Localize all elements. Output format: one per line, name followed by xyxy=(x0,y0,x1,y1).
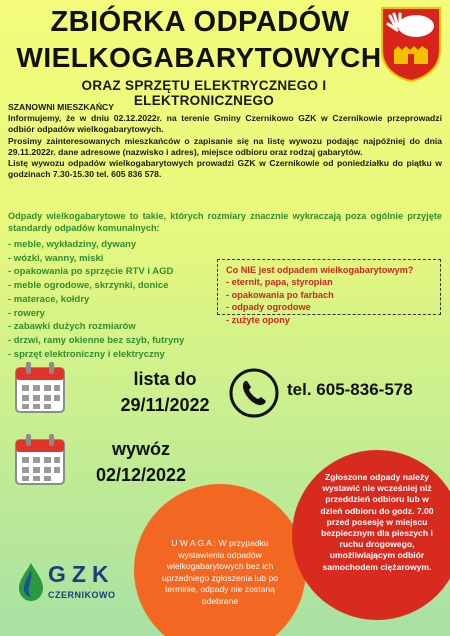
pickup-date-block xyxy=(76,436,206,488)
warning-text: U W A G A : W przypadku wystawienia odpadów wielkogabarytowych bez ich uprzedniego zgłoszenia lub po terminie, odpady nie zostaną odebrane xyxy=(161,538,279,606)
list-item: - materace, kołdry xyxy=(8,293,90,305)
list-item: - meble, wykładziny, dywany xyxy=(8,239,137,250)
intro-paragraph-3: Listę wywozu odpadów wielkogabarytowych prowadzi GZK w Czernikowie od poniedziałku do piątku w godzinach 7.30-15.30 tel. 605 836 578. xyxy=(8,158,442,180)
list-item: - drzwi, ramy okienne bez szyb, futryny xyxy=(8,334,185,346)
list-item: - zużyte opony xyxy=(226,314,290,325)
list-item: - eternit, papa, styropian xyxy=(226,277,333,288)
warning-circle xyxy=(134,484,306,636)
calendar-icon xyxy=(14,360,66,414)
intro-paragraph-2: Prosimy zainteresowanych mieszkańców o zapisanie się na listę wywozu podając najpóźniej do dnia 29.11.2022r. dane adresowe (nazwisko i adres), miejsce odbioru oraz rodzaj gabarytów. xyxy=(8,135,442,157)
calendar-icon xyxy=(14,432,66,486)
signup-label: lista do xyxy=(133,369,197,389)
gzk-logo xyxy=(18,560,138,608)
drop-logo-icon xyxy=(18,562,44,602)
signup-date: 29/11/2022 xyxy=(120,395,210,415)
list-item: - wózki, wanny, miski xyxy=(8,252,104,264)
list-item: - sprzęt elektroniczny i elektryczny xyxy=(8,348,165,360)
logo-name: GZK xyxy=(48,561,115,587)
list-item: - odpady ogrodowe xyxy=(226,302,311,313)
phone-number: tel. 605-836-578 xyxy=(287,380,413,399)
list-item: - opakowania po sprzęcie RTV i AGD xyxy=(8,266,174,278)
pickup-label: wywóz xyxy=(111,439,170,459)
signup-deadline xyxy=(110,366,220,418)
bulky-waste-definition: Odpady wielkogabarytowe to takie, których rozmiary znacznie wykraczają poza ogólnie przyjęte standardy odpadów komunalnych: xyxy=(8,211,442,233)
logo-town: CZERNIKOWO xyxy=(48,590,116,600)
coat-of-arms-icon xyxy=(380,6,442,82)
notice-text: Zgłoszone odpady należy wystawić nie wcześniej niż przeddzień odbioru lub w dzień odbioru do godz. 7.00 przed posesję w miejscu bezpiecznym dla pieszych i ruchu drogowego, umożliwiającym odbiór samochodem ciężarowym. xyxy=(320,472,434,572)
intro-text xyxy=(8,102,442,180)
not-bulky-box xyxy=(217,259,441,325)
poster-title-line2: WIELKOGABARYTOWYCH xyxy=(16,42,382,73)
not-bulky-question: Co NIE jest odpadem wielkogabarytowym? xyxy=(226,265,414,275)
greeting: SZANOWNI MIESZKAŃCY xyxy=(8,102,114,112)
list-item: - opakowania po farbach xyxy=(226,289,334,300)
pickup-date: 02/12/2022 xyxy=(95,465,187,485)
intro-paragraph-1: Informujemy, że w dniu 02.12.2022r. na terenie Gminy Czernikowo GZK w Czernikowie przeprowadzi odbiór odpadów wielkogabarytowych. xyxy=(8,113,442,135)
list-item: - meble ogrodowe, skrzynki, donice xyxy=(8,280,169,292)
not-bulky-list xyxy=(226,276,432,326)
bulky-waste-list xyxy=(8,238,218,361)
poster-subtitle: ORAZ SPRZĘTU ELEKTRYCZNEGO I ELEKTRONICZNEGO xyxy=(81,78,327,108)
phone-icon xyxy=(228,367,280,419)
notice-circle xyxy=(292,450,450,620)
poster-title-line1: ZBIÓRKA ODPADÓW xyxy=(50,6,350,38)
list-item: - rowery xyxy=(8,307,45,319)
list-item: - zabawki dużych rozmiarów xyxy=(8,321,136,333)
